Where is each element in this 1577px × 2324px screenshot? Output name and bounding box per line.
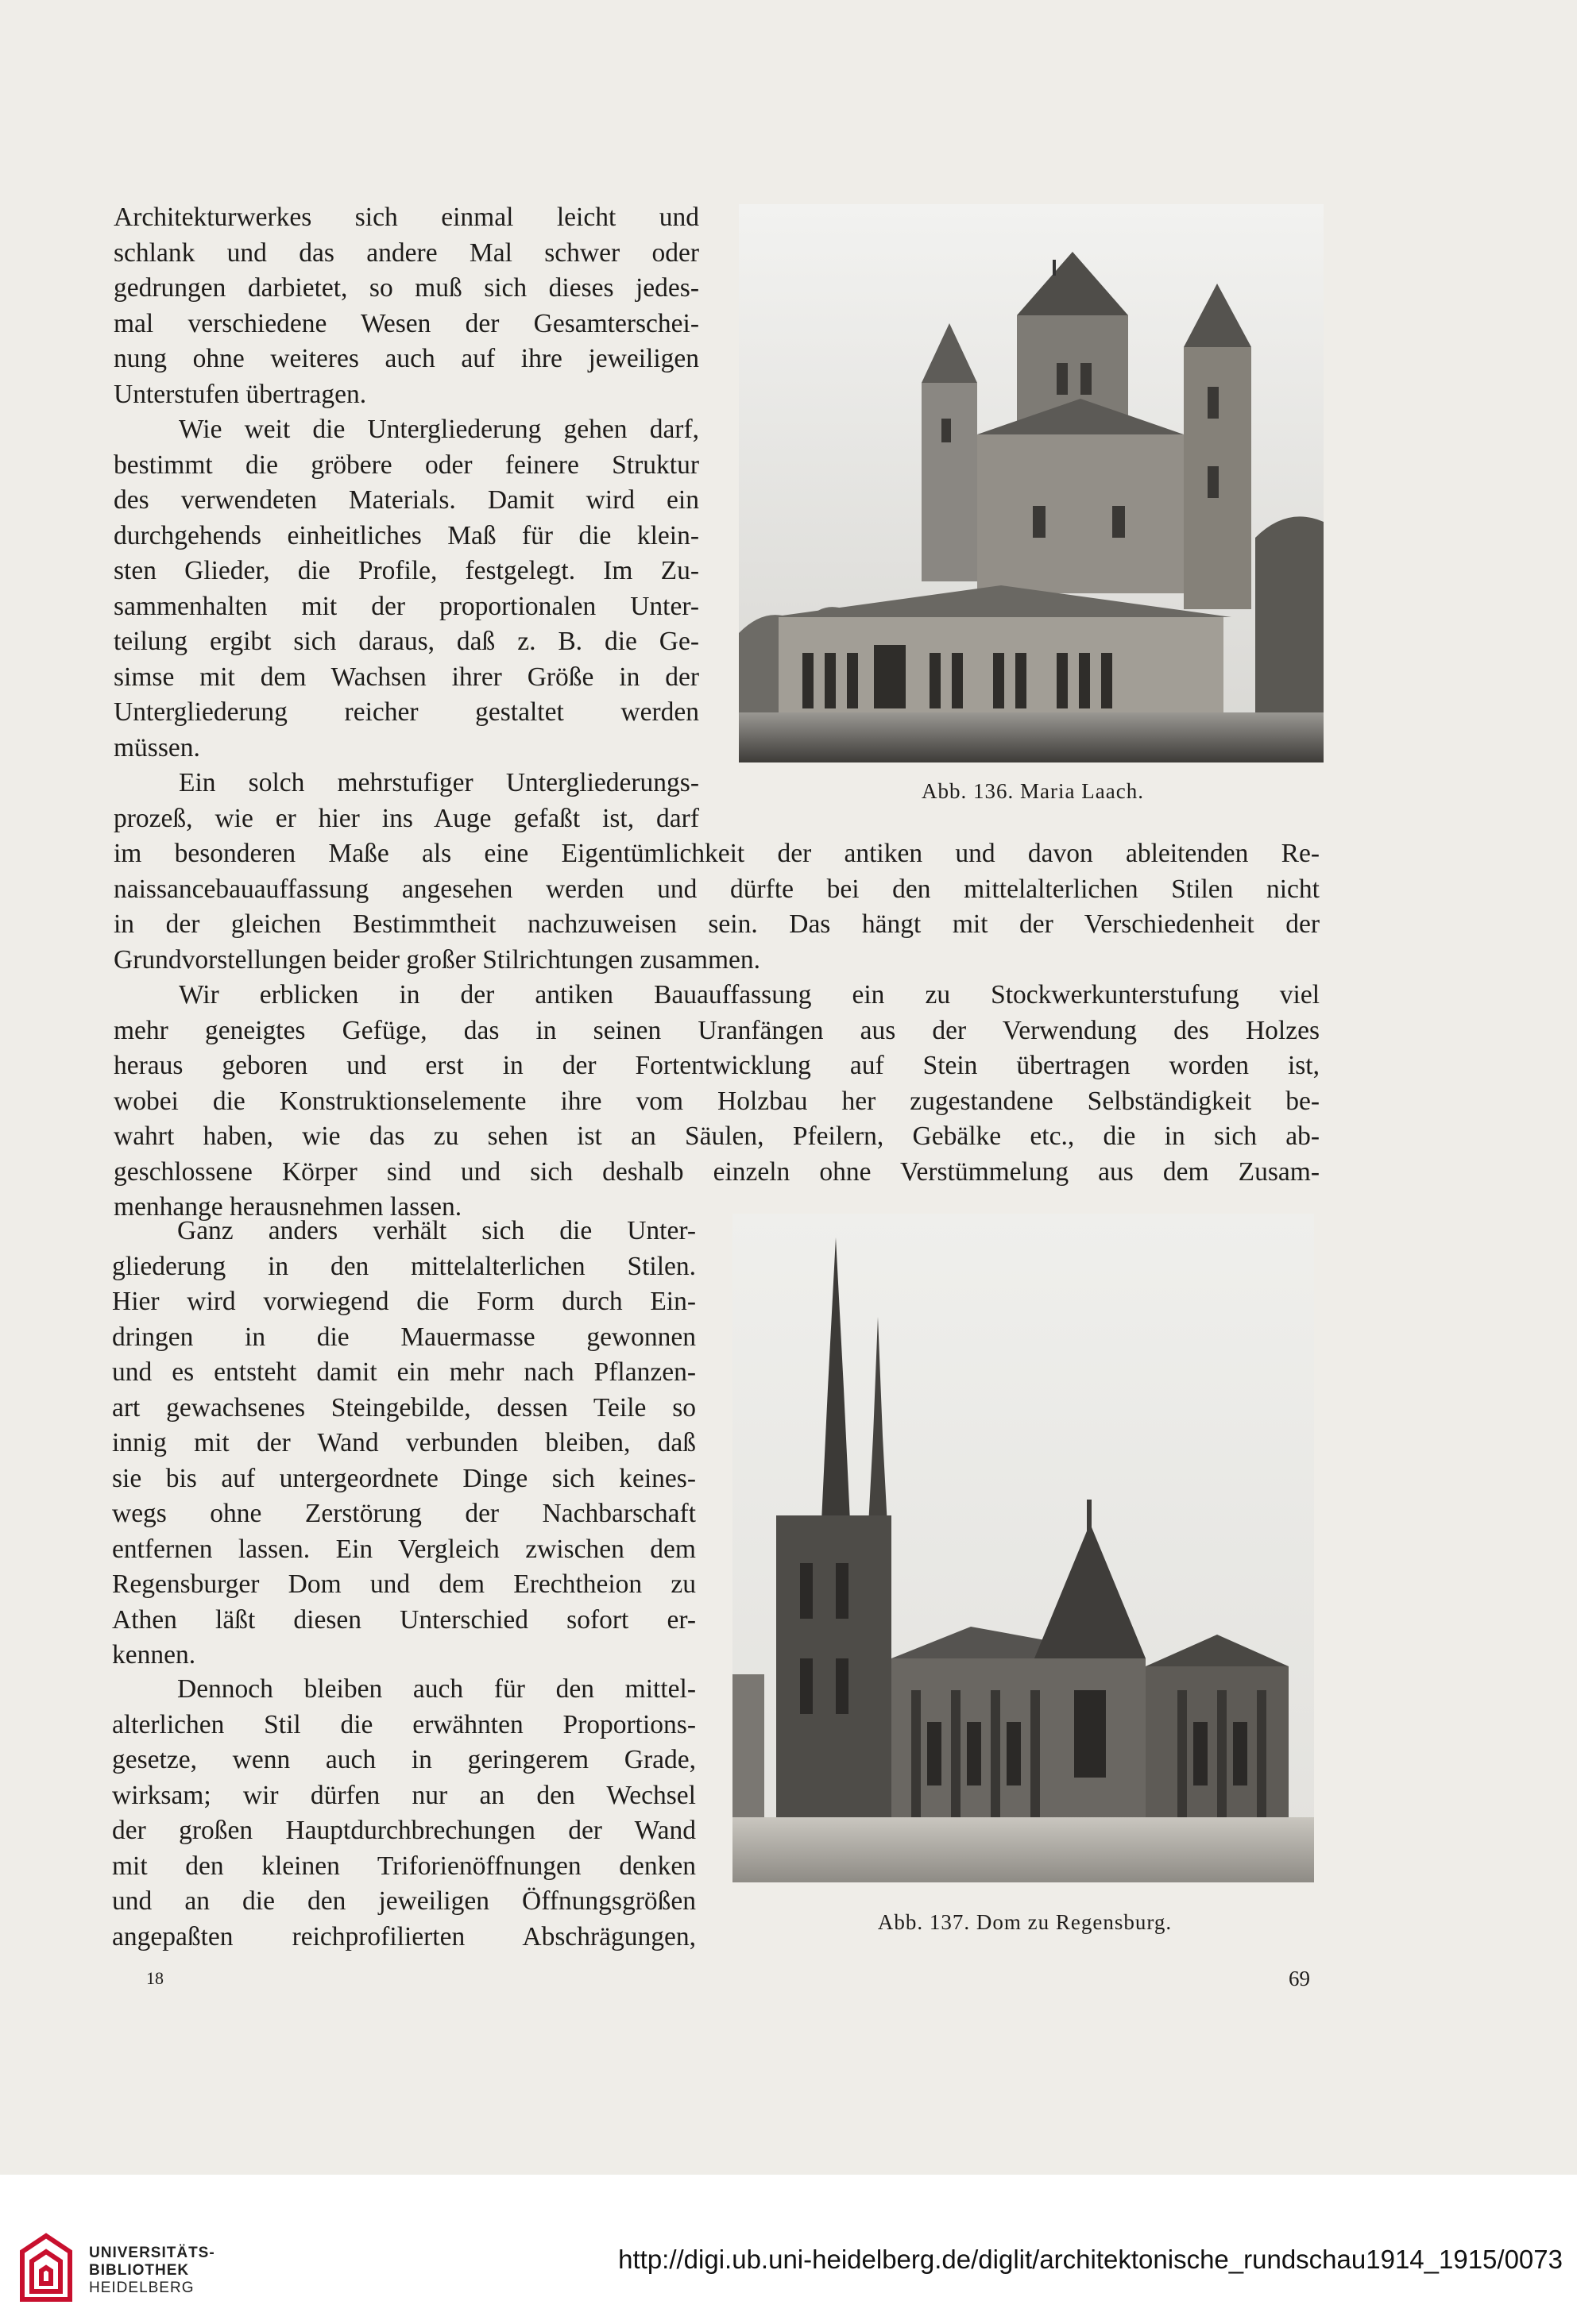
paragraph-5 [114, 978, 1320, 1226]
text-line: art gewachsenes Steingebilde, dessen Teile so [112, 1392, 696, 1423]
signature-mark: 18 [146, 1968, 164, 1988]
text-line: der großen Hauptdurchbrechungen der Wand [112, 1816, 696, 1845]
text-line: Ganz anders verhält sich die Unter- [177, 1216, 696, 1245]
text-line: gesetze, wenn auch in geringerem Grade, [112, 1745, 696, 1774]
library-footer [0, 2175, 1577, 2324]
text-line: sammenhalten mit der proportionalen Unter- [114, 591, 699, 621]
text-line: menhange herausnehmen lassen. [114, 1192, 462, 1222]
text-line: mit den kleinen Triforienöffnungen denken [112, 1851, 696, 1881]
figure-maria-laach-photo [739, 204, 1324, 762]
text-line: sten Glieder, die Profile, festgelegt. Im Zu- [114, 556, 699, 585]
text-line: innig mit der Wand verbunden bleiben, daß [112, 1428, 696, 1457]
text-line: müssen. [114, 732, 200, 762]
text-line: gedrungen darbietet, so muß sich dieses jedes- [114, 273, 699, 303]
text-line: Untergliederung reicher gestaltet werden [114, 697, 699, 727]
text-line: angepaßten reichprofilierten Abschrägungen, [112, 1921, 696, 1951]
text-line: bestimmt die gröbere oder feinere Struktur [114, 450, 699, 480]
text-line: wobei die Konstruktionselemente ihre vom Holzbau her zugestandene Selbständigkeit be- [114, 1086, 1320, 1116]
text-line: und es entsteht damit ein mehr nach Pflanzen- [112, 1357, 696, 1387]
text-line: Athen läßt diesen Unterschied sofort er- [112, 1604, 696, 1635]
text-line: im besonderen Maße als eine Eigentümlichkeit der antiken und davon ableitenden Re- [114, 839, 1320, 868]
paragraph-1 [114, 200, 699, 412]
text-line: wirksam; wir dürfen nur an den Wechsel [112, 1780, 696, 1810]
text-line: heraus geboren und erst in der Fortentwicklung auf Stein übertragen worden ist, [114, 1051, 1320, 1080]
text-line: dringen in die Mauermasse gewonnen [112, 1322, 696, 1352]
library-name-line-2: BIBLIOTHEK [89, 2262, 190, 2279]
text-line: und an die den jeweiligen Öffnungsgrößen [112, 1886, 696, 1916]
text-line: Unterstufen übertragen. [114, 379, 367, 409]
paragraph-7 [112, 1672, 696, 1955]
text-line: Grundvorstellungen beider großer Stilrichtungen zusammen. [114, 944, 761, 975]
text-line: mal verschiedene Wesen der Gesamterschei- [114, 308, 699, 338]
text-line: prozeß, wie er hier ins Auge gefaßt ist, darf [114, 803, 699, 833]
page-number: 69 [1289, 1967, 1310, 1990]
text-line: Ein solch mehrstufiger Untergliederungs- [179, 768, 699, 797]
text-line: Wie weit die Untergliederung gehen darf, [179, 415, 699, 444]
text-line: wegs ohne Zerstörung der Nachbarschaft [112, 1499, 696, 1528]
library-name [89, 2245, 215, 2297]
text-line: Regensburger Dom und dem Erechtheion zu [112, 1569, 696, 1599]
figure-136-caption: Abb. 136. Maria Laach. [922, 779, 1144, 803]
text-line: nung ohne weiteres auch auf ihre jeweiligen [114, 344, 699, 373]
paragraph-4 [114, 836, 1320, 978]
text-line: Hier wird vorwiegend die Form durch Ein- [112, 1287, 696, 1316]
paragraph-2 [114, 412, 699, 766]
paragraph-6 [112, 1214, 696, 1674]
figure-137-caption: Abb. 137. Dom zu Regensburg. [877, 1910, 1173, 1934]
text-line: in der gleichen Bestimmtheit nachzuweisen sein. Das hängt mit der Verschiedenheit der [114, 909, 1320, 939]
figure-regensburg-cathedral-photo [732, 1214, 1314, 1882]
text-line: Architekturwerkes sich einmal leicht und [114, 203, 699, 232]
permalink-url[interactable]: http://digi.ub.uni-heidelberg.de/diglit/architektonische_rundschau1914_1915/0073 [618, 2245, 1563, 2274]
maria-laach-illustration [739, 204, 1324, 762]
text-line: des verwendeten Materials. Damit wird ein [114, 485, 699, 515]
text-line: Wir erblicken in der antiken Bauauffassung ein zu Stockwerkunterstufung viel [179, 980, 1320, 1010]
text-line: gliederung in den mittelalterlichen Stilen. [112, 1251, 696, 1281]
regensburg-cathedral-illustration [732, 1214, 1314, 1882]
library-name-line-3: HEIDELBERG [89, 2280, 195, 2296]
text-line: entfernen lassen. Ein Vergleich zwischen dem [112, 1534, 696, 1564]
text-line: kennen. [112, 1640, 196, 1670]
text-line: alterlichen Stil die erwähnten Proportions- [112, 1709, 696, 1739]
text-line: mehr geneigtes Gefüge, das in seinen Uranfängen aus der Verwendung des Holzes [114, 1015, 1320, 1045]
paragraph-3 [114, 766, 699, 836]
text-line: sie bis auf untergeordnete Dinge sich keines- [112, 1463, 696, 1493]
text-line: schlank und das andere Mal schwer oder [114, 237, 699, 268]
text-line: wahrt haben, wie das zu sehen ist an Säulen, Pfeilern, Gebälke etc., die in sich ab- [114, 1121, 1320, 1151]
university-library-logo-icon [14, 2228, 78, 2306]
text-line: teilung ergibt sich daraus, daß z. B. die Ge- [114, 627, 699, 656]
text-line: Dennoch bleiben auch für den mittel- [177, 1674, 696, 1704]
text-line: naissancebauauffassung angesehen werden und dürfte bei den mittelalterlichen Stilen nicht [114, 874, 1320, 904]
library-name-line-1: UNIVERSITÄTS- [89, 2245, 215, 2261]
text-line: geschlossene Körper sind und sich deshalb einzeln ohne Verstümmelung aus dem Zusam- [114, 1156, 1320, 1187]
text-line: simse mit dem Wachsen ihrer Größe in der [114, 662, 699, 692]
text-line: durchgehends einheitliches Maß für die klein- [114, 520, 699, 550]
